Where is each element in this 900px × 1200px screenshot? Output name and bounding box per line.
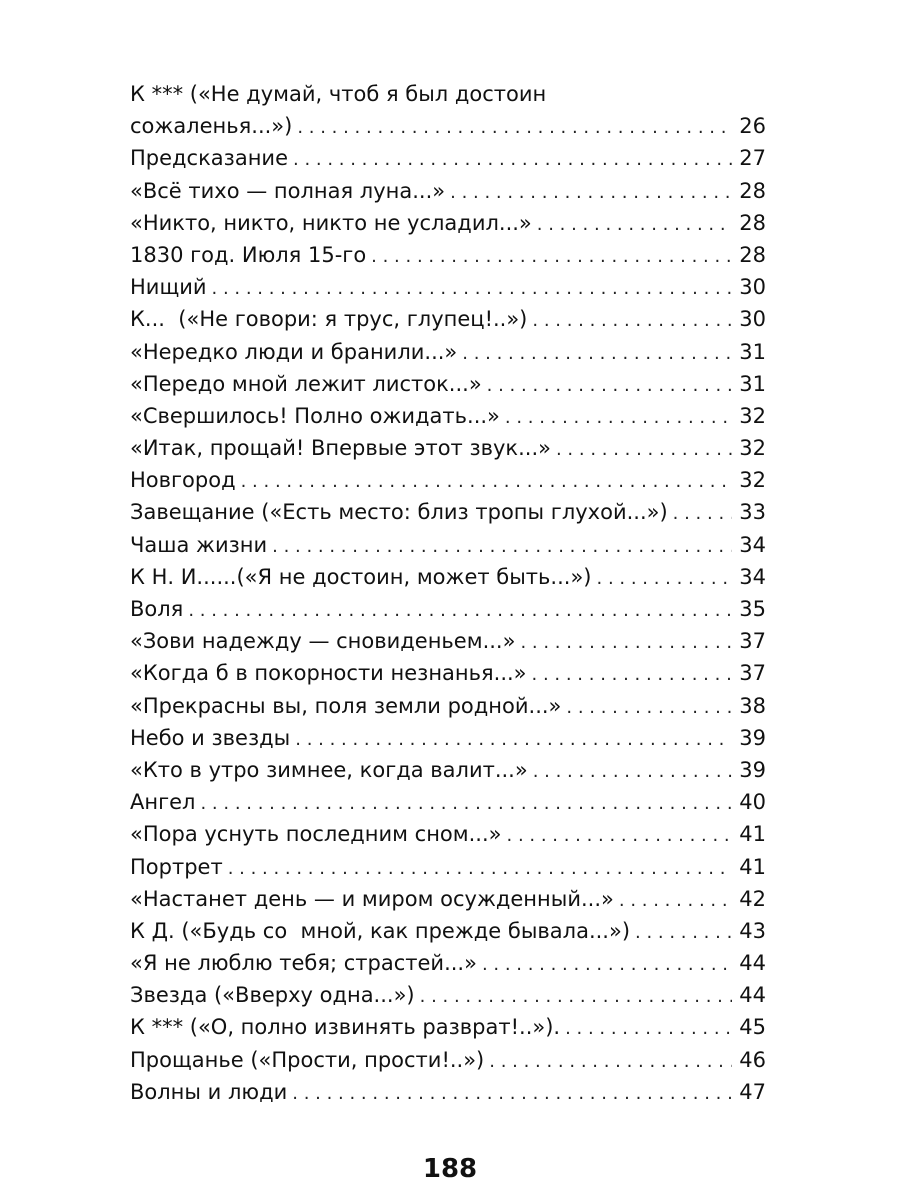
toc-entry-title: «Никто, никто, никто не усладил...»	[130, 210, 532, 235]
toc-entry	[130, 336, 766, 368]
dot-leader	[188, 595, 732, 627]
toc-entry-line	[130, 947, 766, 981]
toc-entry-line	[130, 303, 766, 337]
toc-entry-title: «Зови надежду — сновиденьем...»	[130, 629, 516, 654]
toc-entry	[130, 593, 766, 625]
dot-leader	[635, 917, 732, 949]
toc-entry-page-number: 45	[739, 1015, 766, 1040]
toc-entry-title: К Н. И......(«Я не достоин, может быть...»)	[130, 564, 592, 589]
toc-entry-page-number: 32	[739, 436, 766, 461]
toc-entry	[130, 786, 766, 818]
toc-entry-title: «Пора уснуть последним сном...»	[130, 822, 502, 847]
toc-entry	[130, 175, 766, 207]
toc-entry	[130, 110, 766, 142]
toc-entry-page-number: 41	[739, 822, 766, 847]
dot-leader	[482, 949, 732, 981]
toc-entry-title: Звезда («Вверху одна...»)	[130, 983, 415, 1008]
toc-entry	[130, 915, 766, 947]
toc-entry-title: «Передо мной лежит листок...»	[130, 371, 482, 396]
toc-entry-page-number: 47	[739, 1079, 766, 1104]
dot-leader	[293, 144, 732, 176]
toc-entry	[130, 947, 766, 979]
toc-entry-line	[130, 915, 766, 949]
toc-entry	[130, 432, 766, 464]
toc-entry	[130, 561, 766, 593]
dot-leader	[228, 853, 732, 885]
toc-entry-page-number: 37	[739, 661, 766, 686]
toc-entry	[130, 979, 766, 1011]
toc-entry-title: К... («Не говори: я трус, глупец!..»)	[130, 307, 528, 332]
toc-entry	[130, 690, 766, 722]
toc-entry-page-number: 32	[739, 468, 766, 493]
dot-leader	[520, 627, 732, 659]
toc-entry-page-number: 41	[739, 854, 766, 879]
dot-leader	[292, 1078, 732, 1110]
dot-leader	[371, 241, 732, 273]
toc-entry	[130, 851, 766, 883]
toc-entry-page-number: 38	[739, 693, 766, 718]
toc-entry	[130, 1044, 766, 1076]
dot-leader	[420, 981, 732, 1013]
toc-entry	[130, 883, 766, 915]
toc-entry-page-number: 28	[739, 210, 766, 235]
dot-leader	[450, 177, 732, 209]
toc-entry-title: «Кто в утро зимнее, когда валит...»	[130, 757, 528, 782]
toc-entry-title: Завещание («Есть место: близ тропы глухой...»)	[130, 500, 668, 525]
toc-entry-line	[130, 142, 766, 176]
toc-entry-line	[130, 336, 766, 370]
toc-entry-page-number: 27	[739, 146, 766, 171]
dot-leader	[532, 305, 732, 337]
toc-entry-page-number: 34	[739, 532, 766, 557]
toc-entry-title: Чаша жизни	[130, 532, 268, 557]
toc-entry	[130, 754, 766, 786]
dot-leader	[272, 531, 732, 563]
toc-entry	[130, 142, 766, 174]
toc-entry-title: «Когда б в покорности незнанья...»	[130, 661, 527, 686]
toc-entry-line	[130, 979, 766, 1013]
toc-entry-title: Портрет	[130, 854, 223, 879]
toc-entry	[130, 1076, 766, 1108]
dot-leader	[505, 402, 732, 434]
dot-leader	[565, 1013, 732, 1045]
toc-entry-line	[130, 593, 766, 627]
toc-entry-title: 1830 год. Июля 15-го	[130, 242, 367, 267]
toc-entry-page-number: 43	[739, 918, 766, 943]
toc-entry-line	[130, 271, 766, 305]
toc-entry-line	[130, 432, 766, 466]
toc-entry	[130, 368, 766, 400]
toc-entry-line	[130, 1011, 766, 1045]
toc-entry-line	[130, 657, 766, 691]
toc-entry-title: К Д. («Будь со мной, как прежде бывала...»)	[130, 918, 631, 943]
toc-entry-page-number: 42	[739, 886, 766, 911]
toc-entry-page-number: 26	[739, 114, 766, 139]
toc-entry-title: Прощанье («Прости, прости!..»)	[130, 1047, 485, 1072]
toc-entry-title: Воля	[130, 597, 184, 621]
dot-leader	[200, 788, 732, 820]
toc-entry-line	[130, 175, 766, 209]
dot-leader	[295, 724, 732, 756]
toc-entry	[130, 1011, 766, 1043]
toc-entry-title: «Настанет день — и миром осужденный...»	[130, 886, 614, 911]
toc-entry-page-number: 28	[739, 178, 766, 203]
toc-entry-line	[130, 754, 766, 788]
toc-entry-title: Волны и люди	[130, 1079, 288, 1104]
toc-entry	[130, 400, 766, 432]
toc-entry-line	[130, 851, 766, 885]
toc-entry-title: Предсказание	[130, 146, 288, 171]
toc-entry-title: «Нередко люди и бранили...»	[130, 339, 458, 364]
toc-entry-title: «Прекрасны вы, поля земли родной...»	[130, 693, 562, 718]
toc-entry-page-number: 32	[739, 403, 766, 428]
toc-entry-line	[130, 529, 766, 563]
dot-leader	[212, 273, 732, 305]
toc-entry-page-number: 44	[739, 951, 766, 976]
toc-entry-title: К *** («О, полно извинять разврат!..»).	[130, 1015, 561, 1040]
toc-entry-page-number: 30	[739, 307, 766, 332]
toc-entry	[130, 818, 766, 850]
dot-leader	[532, 659, 732, 691]
toc-entry-line	[130, 722, 766, 756]
toc-entry-page-number: 31	[739, 339, 766, 364]
toc-entry-page-number: 33	[739, 500, 766, 525]
toc-entry-page-number: 46	[739, 1047, 766, 1072]
dot-leader	[462, 338, 732, 370]
page-number: 188	[422, 1154, 478, 1184]
toc-entry-head	[130, 78, 766, 110]
dot-leader	[537, 209, 732, 241]
toc-entry-title: Новгород	[130, 468, 236, 493]
toc-entry-title: Нищий	[130, 275, 207, 300]
toc-entry-page-number: 34	[739, 564, 766, 589]
toc-entry	[130, 271, 766, 303]
toc-entry-title: «Итак, прощай! Впервые этот звук...»	[130, 436, 551, 461]
toc-entry-line	[130, 464, 766, 498]
toc-entry-line	[130, 110, 766, 144]
toc-entry-line	[130, 368, 766, 402]
toc-entry-title: «Я не люблю тебя; страстей...»	[130, 951, 477, 976]
toc-entry-title: К *** («Не думай, чтоб я был достоин	[130, 82, 547, 106]
toc-entry-title: Небо и звезды	[130, 725, 291, 750]
toc-entry	[130, 657, 766, 689]
toc-entry-page-number: 35	[739, 597, 766, 621]
dot-leader	[533, 756, 732, 788]
dot-leader	[487, 370, 732, 402]
toc-entry-page-number: 37	[739, 629, 766, 654]
toc-entry	[130, 722, 766, 754]
dot-leader	[566, 692, 732, 724]
toc-entry-line	[130, 625, 766, 659]
toc-entry-line	[130, 786, 766, 820]
toc-entry-line	[130, 1076, 766, 1110]
toc-entry	[130, 303, 766, 335]
dot-leader	[597, 563, 733, 595]
toc-entry	[130, 625, 766, 657]
toc-entry-page-number: 39	[739, 725, 766, 750]
toc-entry-line	[130, 561, 766, 595]
toc-entry	[130, 529, 766, 561]
toc-entry-page-number: 39	[739, 757, 766, 782]
toc-entry	[130, 496, 766, 528]
toc-entry-page-number: 44	[739, 983, 766, 1008]
toc-entry	[130, 207, 766, 239]
toc-entry-title: «Свершилось! Полно ожидать...»	[130, 403, 500, 428]
toc-entry	[130, 239, 766, 271]
toc-entry-title: сожаленья...»)	[130, 114, 293, 139]
toc-entry-line	[130, 1044, 766, 1078]
dot-leader	[297, 112, 732, 144]
dot-leader	[507, 820, 733, 852]
toc-entry-line	[130, 883, 766, 917]
toc-entry-line	[130, 207, 766, 241]
dot-leader	[619, 885, 732, 917]
toc-entry-title: «Всё тихо — полная луна...»	[130, 178, 446, 203]
toc-entry-page-number: 28	[739, 242, 766, 267]
toc-entry-page-number: 30	[739, 275, 766, 300]
toc-entry-line	[130, 818, 766, 852]
toc-entry-line	[130, 400, 766, 434]
toc-entry-page-number: 40	[739, 790, 766, 815]
toc-entry-title: Ангел	[130, 790, 196, 815]
dot-leader	[556, 434, 732, 466]
dot-leader	[241, 466, 732, 498]
table-of-contents	[130, 78, 766, 1108]
dot-leader	[673, 498, 732, 530]
toc-entry-page-number: 31	[739, 371, 766, 396]
toc-entry-line	[130, 690, 766, 724]
toc-entry-line	[130, 239, 766, 273]
toc-entry-line	[130, 496, 766, 530]
dot-leader	[489, 1046, 732, 1078]
toc-entry	[130, 464, 766, 496]
